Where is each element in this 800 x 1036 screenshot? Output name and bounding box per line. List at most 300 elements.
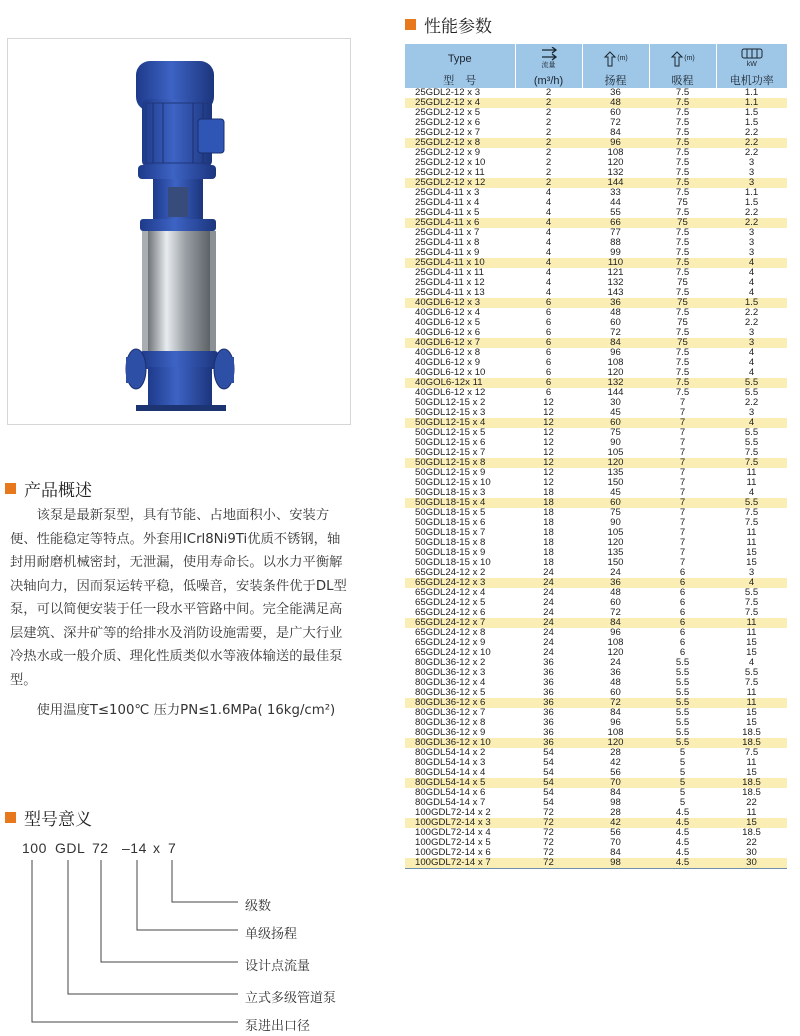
suction-cell: 7 bbox=[679, 468, 686, 478]
flow-cell: 18 bbox=[515, 498, 582, 508]
suction-cell: 5.5 bbox=[675, 678, 690, 688]
model-cell: 65GDL24-12 x 7 bbox=[405, 618, 515, 628]
power-cell: 4 bbox=[748, 348, 755, 358]
table-row bbox=[405, 688, 787, 698]
model-cell: 65GDL24-12 x 5 bbox=[415, 598, 486, 608]
label-stages: 级数 bbox=[245, 899, 272, 914]
head-cell: 56 bbox=[610, 768, 621, 778]
suction-cell: 6 bbox=[649, 578, 716, 588]
suction-cell: 7.5 bbox=[675, 148, 690, 158]
model-meaning-lines bbox=[0, 858, 250, 1028]
model-cell: 50GDL12-15 x 5 bbox=[415, 428, 486, 438]
head-cell: 99 bbox=[610, 248, 621, 258]
power-cell: 5.5 bbox=[744, 428, 759, 438]
suction-cell: 7 bbox=[679, 538, 686, 548]
model-cell: 25GDL4-11 x 12 bbox=[415, 278, 485, 288]
power-cell: 5.5 bbox=[744, 438, 759, 448]
table-row bbox=[405, 668, 787, 678]
head-cell: 56 bbox=[610, 828, 621, 838]
table-row bbox=[405, 418, 787, 428]
power-cell: 11 bbox=[746, 538, 757, 548]
model-cell: 40GDL6-12 x 10 bbox=[415, 368, 486, 378]
flow-cell: 12 bbox=[543, 478, 554, 488]
head-cell: 72 bbox=[610, 118, 621, 128]
overview-text bbox=[10, 504, 350, 723]
head-cell: 105 bbox=[607, 448, 624, 458]
head-cell: 75 bbox=[610, 428, 621, 438]
overview-paragraph-2: 使用温度T≤100℃ 压力PN≤1.6MPa( 16kg/cm²) bbox=[36, 703, 336, 718]
table-row bbox=[405, 288, 787, 298]
power-col-header: 电机功率 bbox=[716, 74, 787, 88]
flow-cell: 36 bbox=[543, 718, 554, 728]
model-cell: 25GDL4-11 x 11 bbox=[415, 268, 484, 278]
model-cell: 25GDL2-12 x 8 bbox=[405, 138, 515, 148]
model-cell: 65GDL24-12 x 9 bbox=[415, 638, 486, 648]
power-cell: 3 bbox=[748, 328, 755, 338]
table-row bbox=[405, 628, 787, 638]
head-cell: 120 bbox=[582, 458, 649, 468]
power-cell: 18.5 bbox=[716, 778, 787, 788]
flow-cell: 2 bbox=[545, 168, 552, 178]
flow-cell: 36 bbox=[515, 738, 582, 748]
suction-cell: 4.5 bbox=[675, 808, 690, 818]
head-cell: 36 bbox=[582, 578, 649, 588]
head-cell: 45 bbox=[610, 408, 621, 418]
table-row bbox=[405, 128, 787, 138]
head-cell: 28 bbox=[610, 748, 621, 758]
flow-cell: 6 bbox=[545, 308, 552, 318]
model-cell: 100GDL72-14 x 7 bbox=[405, 858, 515, 869]
model-cell: 50GDL18-15 x 10 bbox=[415, 558, 491, 568]
suction-cell: 7 bbox=[649, 458, 716, 468]
head-cell: 36 bbox=[610, 88, 621, 98]
head-cell: 121 bbox=[607, 268, 624, 278]
model-cell: 50GDL12-15 x 7 bbox=[415, 448, 486, 458]
model-cell: 100GDL72-14 x 5 bbox=[415, 838, 491, 848]
power-cell: 3 bbox=[748, 248, 755, 258]
head-cell: 48 bbox=[610, 678, 621, 688]
suction-cell: 7 bbox=[679, 518, 686, 528]
product-photo bbox=[7, 38, 351, 425]
suction-cell: 5.5 bbox=[649, 698, 716, 708]
power-cell: 7.5 bbox=[744, 678, 759, 688]
flow-cell: 24 bbox=[543, 568, 554, 578]
table-row bbox=[405, 188, 787, 198]
model-cell: 50GDL12-15 x 3 bbox=[415, 408, 486, 418]
overview-title: 产品概述 bbox=[24, 481, 92, 501]
model-cell: 80GDL36-12 x 3 bbox=[415, 668, 486, 678]
suction-cell: 6 bbox=[679, 588, 686, 598]
performance-heading bbox=[405, 12, 492, 37]
performance-table bbox=[405, 44, 787, 869]
head-header-icon bbox=[582, 44, 649, 74]
suction-cell: 75 bbox=[649, 338, 716, 348]
power-cell: 4 bbox=[716, 578, 787, 588]
power-cell: 11 bbox=[746, 528, 757, 538]
power-cell: 1.1 bbox=[744, 88, 759, 98]
table-row bbox=[405, 438, 787, 448]
table-header-icons bbox=[405, 44, 787, 74]
model-cell: 40GDL6-12 x 9 bbox=[415, 358, 481, 368]
power-cell: 4 bbox=[748, 278, 755, 288]
suction-cell: 6 bbox=[679, 598, 686, 608]
flow-cell: 12 bbox=[543, 448, 554, 458]
overview-paragraph-1: 该泵是最新泵型，具有节能、占地面积小、安装方便、性能稳定等特点。外套用ICrl8Ni9Ti优质不锈钢，轴封用耐磨机械密封，无泄漏，使用寿命长。以水力平衡解决轴向力，因而泵运转平稳，低噪音，安装条件优于DL型泵，可以简便安装于任一段水平管路中间。完全能满足高层建筑、深井矿等的给排水及消防设施需要，是广大行业冷热水或一般介质、理化性质类似水等液体输送的最佳泵型。 bbox=[10, 508, 347, 688]
power-cell: 15 bbox=[746, 638, 757, 648]
suction-cell: 7.5 bbox=[675, 358, 690, 368]
table-row bbox=[405, 508, 787, 518]
flow-cell: 54 bbox=[543, 748, 554, 758]
model-cell: 80GDL36-12 x 7 bbox=[415, 708, 486, 718]
suction-cell: 5 bbox=[679, 758, 686, 768]
head-cell: 84 bbox=[610, 128, 621, 138]
code-part-stages: 7 bbox=[168, 840, 177, 856]
suction-header-icon bbox=[649, 44, 716, 74]
suction-cell: 7.5 bbox=[675, 288, 690, 298]
suction-cell: 7 bbox=[679, 408, 686, 418]
flow-cell: 12 bbox=[515, 418, 582, 428]
flow-cell: 2 bbox=[545, 108, 552, 118]
flow-cell: 18 bbox=[543, 538, 554, 548]
suction-cell: 75 bbox=[677, 198, 688, 208]
label-design-flow: 设计点流量 bbox=[245, 959, 311, 974]
model-cell: 25GDL4-11 x 13 bbox=[415, 288, 485, 298]
table-row bbox=[405, 258, 787, 268]
flow-cell: 6 bbox=[545, 388, 552, 398]
head-cell: 55 bbox=[610, 208, 621, 218]
suction-cell: 7 bbox=[679, 478, 686, 488]
suction-unit: (m) bbox=[684, 55, 695, 62]
head-cell: 108 bbox=[607, 728, 624, 738]
flow-cell: 36 bbox=[543, 658, 554, 668]
suction-cell: 7.5 bbox=[675, 328, 690, 338]
head-col-header: 扬程 bbox=[582, 74, 649, 88]
model-col-header: 型 号 bbox=[405, 74, 515, 88]
flow-cell: 18 bbox=[543, 518, 554, 528]
model-cell: 65GDL24-12 x 2 bbox=[415, 568, 486, 578]
table-row bbox=[405, 348, 787, 358]
power-cell: 7.5 bbox=[744, 508, 759, 518]
table-row bbox=[405, 608, 787, 618]
power-cell: 18.5 bbox=[742, 828, 761, 838]
suction-cell: 7 bbox=[679, 558, 686, 568]
suction-cell: 5.5 bbox=[675, 658, 690, 668]
table-row bbox=[405, 718, 787, 728]
suction-cell: 7 bbox=[679, 448, 686, 458]
flow-cell: 4 bbox=[545, 278, 552, 288]
head-cell: 135 bbox=[607, 548, 624, 558]
power-cell: 3 bbox=[748, 408, 755, 418]
table-row bbox=[405, 738, 787, 748]
head-cell: 24 bbox=[610, 658, 621, 668]
flow-cell: 4 bbox=[515, 258, 582, 268]
suction-cell: 5 bbox=[679, 788, 686, 798]
table-row bbox=[405, 278, 787, 288]
head-cell: 84 bbox=[582, 338, 649, 348]
model-cell: 50GDL18-15 x 7 bbox=[415, 528, 486, 538]
flow-cell: 4 bbox=[545, 228, 552, 238]
head-cell: 42 bbox=[610, 758, 621, 768]
model-cell: 50GDL12-15 x 9 bbox=[415, 468, 486, 478]
head-cell: 30 bbox=[610, 398, 621, 408]
suction-cell: 6 bbox=[649, 618, 716, 628]
table-row bbox=[405, 178, 787, 188]
flow-cell: 24 bbox=[543, 608, 554, 618]
suction-cell: 5.5 bbox=[649, 738, 716, 748]
power-cell: 22 bbox=[746, 798, 757, 808]
head-cell: 36 bbox=[582, 298, 649, 308]
table-row bbox=[405, 758, 787, 768]
motor-icon bbox=[739, 48, 765, 60]
model-cell: 80GDL54-14 x 2 bbox=[415, 748, 486, 758]
suction-cell: 5.5 bbox=[675, 688, 690, 698]
power-cell: 18.5 bbox=[716, 738, 787, 748]
suction-cell: 7.5 bbox=[675, 268, 690, 278]
head-cell: 70 bbox=[610, 838, 621, 848]
suction-cell: 4.5 bbox=[649, 858, 716, 869]
table-row bbox=[405, 468, 787, 478]
power-cell: 1.1 bbox=[716, 98, 787, 108]
power-cell: 11 bbox=[746, 758, 757, 768]
table-row bbox=[405, 798, 787, 808]
head-cell: 42 bbox=[582, 818, 649, 828]
flow-cell: 4 bbox=[545, 288, 552, 298]
power-cell: 22 bbox=[746, 838, 757, 848]
suction-cell: 7 bbox=[679, 428, 686, 438]
power-cell: 15 bbox=[746, 548, 757, 558]
performance-title: 性能参数 bbox=[424, 17, 492, 37]
suction-cell: 7.5 bbox=[675, 248, 690, 258]
flow-cell: 6 bbox=[545, 368, 552, 378]
table-row bbox=[405, 598, 787, 608]
table-row bbox=[405, 748, 787, 758]
head-cell: 110 bbox=[582, 258, 649, 268]
power-cell: 2.2 bbox=[744, 148, 759, 158]
table-row bbox=[405, 408, 787, 418]
table-row bbox=[405, 168, 787, 178]
suction-cell: 5.5 bbox=[675, 708, 690, 718]
head-cell: 72 bbox=[582, 698, 649, 708]
flow-cell: 12 bbox=[543, 398, 554, 408]
head-cell: 44 bbox=[610, 198, 621, 208]
flow-caption: 流量 bbox=[541, 62, 556, 69]
power-cell: 30 bbox=[716, 858, 787, 869]
flow-cell: 18 bbox=[543, 528, 554, 538]
model-cell: 50GDL12-15 x 2 bbox=[415, 398, 486, 408]
table-row bbox=[405, 658, 787, 668]
head-cell: 108 bbox=[607, 358, 624, 368]
suction-cell: 7 bbox=[679, 438, 686, 448]
suction-cell: 7.5 bbox=[649, 378, 716, 388]
table-row bbox=[405, 338, 787, 348]
head-cell: 132 bbox=[607, 168, 624, 178]
suction-cell: 7.5 bbox=[675, 388, 690, 398]
flow-cell: 54 bbox=[515, 778, 582, 788]
suction-cell: 5 bbox=[679, 798, 686, 808]
code-part-type: GDL bbox=[55, 840, 86, 856]
suction-cell: 7.5 bbox=[675, 118, 690, 128]
table-row bbox=[405, 448, 787, 458]
head-cell: 150 bbox=[607, 558, 624, 568]
model-cell: 25GDL2-12 x 12 bbox=[405, 178, 515, 188]
power-cell: 30 bbox=[746, 848, 757, 858]
table-row bbox=[405, 318, 787, 328]
flow-cell: 24 bbox=[543, 638, 554, 648]
flow-cell: 36 bbox=[515, 698, 582, 708]
head-cell: 98 bbox=[582, 858, 649, 869]
power-cell: 3 bbox=[716, 338, 787, 348]
power-cell: 4 bbox=[716, 418, 787, 428]
head-cell: 60 bbox=[610, 688, 621, 698]
table-row bbox=[405, 198, 787, 208]
table-row bbox=[405, 728, 787, 738]
flow-cell: 12 bbox=[543, 408, 554, 418]
head-cell: 24 bbox=[610, 568, 621, 578]
suction-cell: 5.5 bbox=[675, 718, 690, 728]
model-cell: 50GDL12-15 x 4 bbox=[405, 418, 515, 428]
table-row bbox=[405, 498, 787, 508]
model-cell: 25GDL4-11 x 5 bbox=[415, 208, 480, 218]
flow-cell: 6 bbox=[515, 298, 582, 308]
flow-cell: 12 bbox=[543, 468, 554, 478]
head-cell: 60 bbox=[582, 498, 649, 508]
suction-cell: 5.5 bbox=[675, 728, 690, 738]
suction-cell: 4.5 bbox=[649, 818, 716, 828]
head-cell: 150 bbox=[607, 478, 624, 488]
table-row bbox=[405, 98, 787, 108]
flow-cell: 54 bbox=[543, 758, 554, 768]
orange-square-icon bbox=[405, 19, 416, 30]
suction-cell: 75 bbox=[649, 298, 716, 308]
flow-cell: 72 bbox=[515, 818, 582, 828]
flow-header-icon bbox=[515, 44, 582, 74]
table-row bbox=[405, 268, 787, 278]
table-row bbox=[405, 808, 787, 818]
head-cell: 60 bbox=[582, 418, 649, 428]
model-cell: 65GDL24-12 x 4 bbox=[415, 588, 486, 598]
flow-cell: 24 bbox=[543, 588, 554, 598]
label-single-stage-head: 单级扬程 bbox=[245, 927, 298, 942]
flow-cell: 24 bbox=[515, 618, 582, 628]
model-cell: 25GDL4-11 x 6 bbox=[405, 218, 515, 228]
flow-cell: 6 bbox=[545, 348, 552, 358]
suction-cell: 4.5 bbox=[675, 838, 690, 848]
table-row bbox=[405, 528, 787, 538]
flow-cell: 24 bbox=[543, 598, 554, 608]
table-row bbox=[405, 588, 787, 598]
model-cell: 25GDL4-11 x 4 bbox=[415, 198, 480, 208]
power-cell: 15 bbox=[716, 818, 787, 828]
flow-cell: 24 bbox=[543, 628, 554, 638]
table-row bbox=[405, 478, 787, 488]
flow-cell: 4 bbox=[545, 248, 552, 258]
head-cell: 132 bbox=[582, 378, 649, 388]
power-cell: 2.2 bbox=[744, 398, 759, 408]
head-cell: 108 bbox=[607, 638, 624, 648]
model-cell: 50GDL18-15 x 9 bbox=[415, 548, 486, 558]
head-cell: 132 bbox=[607, 278, 624, 288]
table-row bbox=[405, 578, 787, 588]
flow-cell: 18 bbox=[543, 508, 554, 518]
head-cell: 60 bbox=[610, 598, 621, 608]
power-cell: 7.5 bbox=[744, 608, 759, 618]
flow-cell: 12 bbox=[543, 438, 554, 448]
power-cell: 3 bbox=[748, 238, 755, 248]
table-row bbox=[405, 648, 787, 658]
power-cell: 2.2 bbox=[744, 308, 759, 318]
model-cell: 80GDL36-12 x 2 bbox=[415, 658, 486, 668]
table-row bbox=[405, 838, 787, 848]
power-cell: 1.5 bbox=[744, 198, 759, 208]
flow-cell: 36 bbox=[543, 708, 554, 718]
power-cell: 7.5 bbox=[744, 448, 759, 458]
up-arrow-icon bbox=[670, 51, 684, 67]
suction-col-header: 吸程 bbox=[649, 74, 716, 88]
power-cell: 3 bbox=[748, 168, 755, 178]
model-cell: 80GDL36-12 x 10 bbox=[405, 738, 515, 748]
suction-cell: 7 bbox=[679, 488, 686, 498]
power-cell: 5.5 bbox=[716, 498, 787, 508]
table-row bbox=[405, 88, 787, 98]
table-row bbox=[405, 218, 787, 228]
flow-cell: 18 bbox=[543, 548, 554, 558]
power-cell: 4 bbox=[748, 358, 755, 368]
model-cell: 100GDL72-14 x 3 bbox=[405, 818, 515, 828]
code-part-times: x bbox=[153, 840, 161, 856]
table-row bbox=[405, 818, 787, 828]
flow-cell: 2 bbox=[515, 178, 582, 188]
model-cell: 40GOL6-12x 11 bbox=[405, 378, 515, 388]
table-row bbox=[405, 858, 787, 869]
power-cell: 4 bbox=[748, 288, 755, 298]
head-cell: 108 bbox=[607, 148, 624, 158]
power-cell: 5.5 bbox=[716, 378, 787, 388]
model-cell: 65GDL24-12 x 10 bbox=[415, 648, 491, 658]
power-cell: 11 bbox=[746, 808, 757, 818]
model-cell: 65GDL24-12 x 3 bbox=[405, 578, 515, 588]
power-cell: 2.2 bbox=[744, 318, 759, 328]
flow-cell: 6 bbox=[545, 328, 552, 338]
overview-heading bbox=[5, 476, 92, 501]
suction-cell: 7.5 bbox=[675, 88, 690, 98]
model-cell: 50GDL12-15 x 10 bbox=[415, 478, 491, 488]
label-pump-type: 立式多级管道泵 bbox=[245, 991, 337, 1006]
power-cell: 1.5 bbox=[744, 108, 759, 118]
power-cell: 5.5 bbox=[744, 388, 759, 398]
table-row bbox=[405, 558, 787, 568]
head-cell: 84 bbox=[582, 618, 649, 628]
model-cell: 25GDL4-11 x 8 bbox=[415, 238, 480, 248]
power-cell: 2.2 bbox=[744, 128, 759, 138]
model-cell: 40GDL6-12 x 7 bbox=[405, 338, 515, 348]
table-row bbox=[405, 208, 787, 218]
power-cell: 2.2 bbox=[716, 218, 787, 228]
head-cell: 96 bbox=[582, 138, 649, 148]
model-cell: 100GDL72-14 x 6 bbox=[415, 848, 491, 858]
suction-cell: 75 bbox=[677, 318, 688, 328]
flow-cell: 54 bbox=[543, 768, 554, 778]
suction-cell: 75 bbox=[649, 218, 716, 228]
flow-cell: 24 bbox=[543, 648, 554, 658]
head-cell: 36 bbox=[610, 668, 621, 678]
head-cell: 96 bbox=[610, 718, 621, 728]
table-row bbox=[405, 828, 787, 838]
head-cell: 60 bbox=[610, 318, 621, 328]
flow-cell: 72 bbox=[543, 808, 554, 818]
model-cell: 50GDL18-15 x 3 bbox=[415, 488, 486, 498]
suction-cell: 6 bbox=[679, 628, 686, 638]
flow-cell: 2 bbox=[545, 148, 552, 158]
